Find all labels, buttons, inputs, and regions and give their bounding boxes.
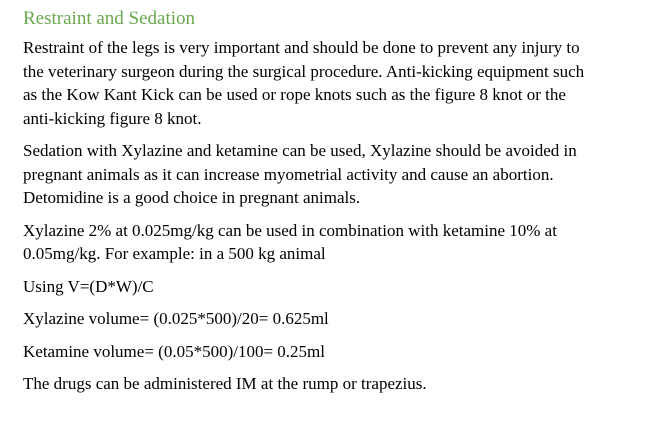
text-line: Using V=(D*W)/C xyxy=(23,276,154,296)
section-heading: Restraint and Sedation xyxy=(23,8,196,29)
document-body xyxy=(23,6,653,405)
text-line: as the Kow Kant Kick can be used or rope knots such as the figure 8 knot or the xyxy=(23,85,566,104)
paragraph-sedation xyxy=(23,139,653,210)
paragraph-formula xyxy=(23,275,653,299)
text-line: pregnant animals as it can increase myometrial activity and cause an abortion. xyxy=(23,164,554,184)
text-line: 0.05mg/kg. For example: in a 500 kg animal xyxy=(23,244,326,263)
paragraph-ketamine-volume xyxy=(23,340,653,364)
text-line: Xylazine 2% at 0.025mg/kg can be used in combination with ketamine 10% at xyxy=(23,220,557,240)
paragraph-administration xyxy=(23,372,653,396)
text-line: Detomidine is a good choice in pregnant animals. xyxy=(23,188,361,207)
text-line: Xylazine volume= (0.025*500)/20= 0.625ml xyxy=(23,309,329,328)
text-line: the veterinary surgeon during the surgical procedure. Anti-kicking equipment such xyxy=(23,61,585,81)
paragraph-dosage xyxy=(23,219,653,266)
text-line: Sedation with Xylazine and ketamine can be used, Xylazine should be avoided in xyxy=(23,141,577,160)
paragraph-restraint xyxy=(23,36,653,130)
text-line: Ketamine volume= (0.05*500)/100= 0.25ml xyxy=(23,341,325,361)
text-line: anti-kicking figure 8 knot. xyxy=(23,108,202,128)
text-line: The drugs can be administered IM at the rump or trapezius. xyxy=(23,374,427,393)
text-line: Restraint of the legs is very important and should be done to prevent any injury to xyxy=(23,38,580,57)
paragraph-xylazine-volume xyxy=(23,307,653,331)
